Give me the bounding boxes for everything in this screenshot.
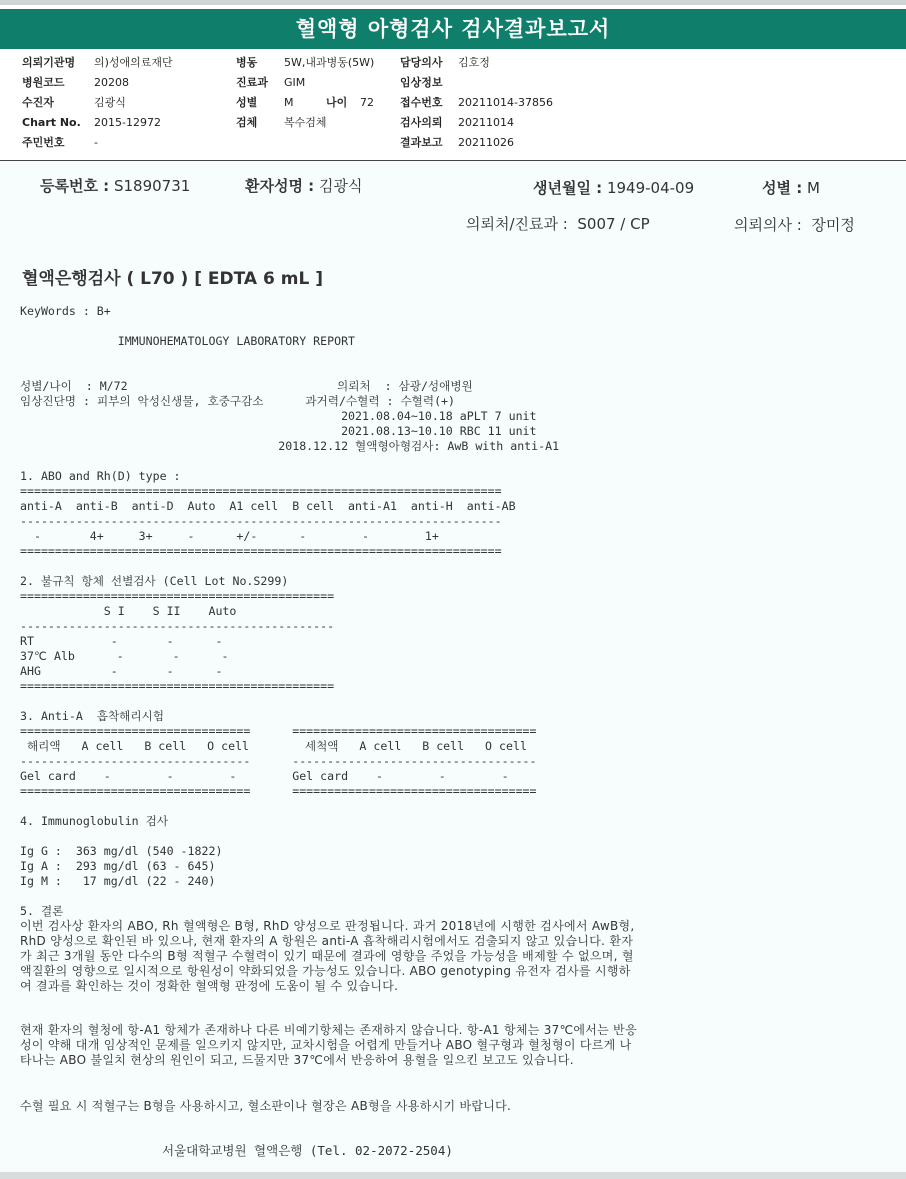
report-line: ===================================================================== — [20, 484, 502, 498]
report-line: 4. Immunoglobulin 검사 — [20, 814, 169, 828]
report-line: 1. ABO and Rh(D) type : — [20, 469, 181, 483]
report-line — [20, 349, 559, 364]
value: M — [284, 96, 294, 109]
test-title: 혈액은행검사 ( L70 ) [ EDTA 6 mL ] — [22, 269, 323, 289]
value: 1949-04-09 — [606, 179, 695, 197]
report-line: AHG - - - — [20, 664, 223, 678]
value: M — [806, 179, 820, 197]
value: 장미정 — [811, 216, 855, 234]
report-line: 2021.08.04~10.18 aPLT 7 unit — [20, 409, 537, 423]
value: - — [94, 136, 98, 149]
report-line: S I S II Auto — [20, 604, 237, 618]
footer-contact: 서울대학교병원 혈액은행 (Tel. 02-2072-2504) — [162, 1143, 453, 1158]
report-line: 해리액 A cell B cell O cell 세척액 A cell B cell O cell — [20, 739, 527, 753]
label: 검사의뢰 — [400, 116, 443, 129]
report-line: anti-A anti-B anti-D Auto A1 cell B cell anti-A1 anti-H anti-AB — [20, 499, 516, 513]
value: 김광식 — [94, 96, 126, 109]
report-line — [20, 319, 559, 334]
value: 5W,내과병동(5W) — [284, 56, 375, 69]
report-line: 3. Anti-A 흡착해리시험 — [20, 709, 164, 723]
report-line — [20, 829, 559, 844]
date-of-birth — [533, 177, 694, 198]
label: 접수번호 — [400, 96, 443, 109]
value: 2015-12972 — [94, 116, 161, 129]
label: 결과보고 — [400, 136, 443, 149]
label: 병원코드 — [22, 76, 65, 89]
label: 수진자 — [22, 96, 54, 109]
value: 20211014-37856 — [458, 96, 553, 109]
requesting-department — [466, 213, 650, 234]
requesting-doctor — [734, 214, 855, 235]
label: 성별 — [236, 96, 258, 109]
header-col3 — [400, 56, 553, 150]
report-line — [20, 454, 559, 469]
report-line: ===================================================================== — [20, 544, 502, 558]
report-line: IMMUNOHEMATOLOGY LABORATORY REPORT — [20, 334, 356, 348]
report-line — [20, 799, 559, 814]
report-line: ============================================= — [20, 679, 335, 693]
report-line: 37℃ Alb - - - — [20, 649, 229, 663]
conclusion-paragraph-3: 수혈 필요 시 적혈구는 B형을 사용하시고, 혈소판이나 혈장은 AB형을 사용하시기 바랍니다. — [20, 1099, 512, 1113]
report-line: RT - - - — [20, 634, 223, 648]
label: 의뢰처/진료과 : — [466, 215, 568, 233]
report-line: ================================= =================================== — [20, 784, 537, 798]
report-line: 성별/나이 : M/72 의뢰처 : 삼광/성애병원 — [20, 379, 473, 393]
report-line: 임상진단명 : 피부의 악성신생물, 호중구감소 과거력/수혈력 : 수혈력(+) — [20, 394, 456, 408]
label: 임상정보 — [400, 76, 443, 89]
conclusion-paragraph-2: 현재 환자의 혈청에 항-A1 항체가 존재하나 다른 비예기항체는 존재하지 않습니다. 항-A1 항체는 37℃에서는 반응성이 약해 대개 임상적인 문제를 일으키지 않지만, 교차시험을 어렵게 만들거나 ABO 혈구형과 혈청형이 다르게 나타나는 ABO 불일치 현상의 원인이 되고, 드물지만 37℃에서 반응하여 용혈을 일으킨 보고도 있습니다. — [20, 1023, 637, 1067]
report-line: --------------------------------- ----------------------------------- — [20, 754, 537, 768]
label: 성별 : — [762, 179, 803, 197]
value: S007 / CP — [577, 215, 650, 233]
report-line — [20, 559, 559, 574]
label: 진료과 — [236, 76, 268, 89]
report-line: Gel card - - - Gel card - - - — [20, 769, 509, 783]
report-line: Ig A : 293 mg/dl (63 - 645) — [20, 859, 216, 873]
report-title-banner: 혈액형 아형검사 검사결과보고서 — [0, 9, 906, 49]
value: 20211026 — [458, 136, 514, 149]
value: 김광식 — [318, 177, 363, 195]
label: 의뢰기관명 — [22, 56, 76, 69]
label: 생년월일 : — [533, 179, 603, 197]
patient-name — [245, 175, 362, 196]
report-line: Ig G : 363 mg/dl (540 -1822) — [20, 844, 223, 858]
report-line — [20, 694, 559, 709]
label: 의뢰의사 : — [734, 216, 802, 234]
bottom-border — [0, 1172, 906, 1179]
value: 김호정 — [458, 56, 490, 69]
report-line: --------------------------------------------- — [20, 619, 335, 633]
report-line: --------------------------------------------------------------------- — [20, 514, 502, 528]
lab-report-text — [20, 304, 559, 919]
age-label: 나이 — [326, 96, 348, 109]
label: Chart No. — [22, 116, 81, 129]
report-line: 2018.12.12 혈액형아형검사: AwB with anti-A1 — [20, 439, 560, 453]
value: GIM — [284, 76, 306, 89]
label: 검체 — [236, 116, 258, 129]
report-line: 5. 결론 — [20, 904, 64, 918]
report-line — [20, 889, 559, 904]
report-line: 2021.08.13~10.10 RBC 11 unit — [20, 424, 537, 438]
label: 병동 — [236, 56, 258, 69]
value: 20211014 — [458, 116, 514, 129]
top-border — [0, 0, 906, 5]
conclusion-paragraph-1: 이번 검사상 환자의 ABO, Rh 혈액형은 B형, RhD 양성으로 판정됩니다. 과거 2018년에 시행한 검사에서 AwB형, RhD 양성으로 확인된 바 있으나, 현재 환자의 A 항원은 anti-A 흡착해리시험에서도 검출되지 않고 있습니다. 환자가 최근 3개월 동안 다수의 B형 적혈구 수혈력이 있기 때문에 결과에 영향을 주었을 가능성을 배제할 수 없으며, 혈액질환의 영향으로 일시적으로 항원성이 약화되었을 가능성도 있습니다. ABO genotyping 유전자 검사를 시행하여 결과를 확인하는 것이 정확한 혈액형 판정에 도움이 될 수 있습니다. — [20, 919, 635, 993]
report-line: ============================================= — [20, 589, 335, 603]
report-line: ================================= =================================== — [20, 724, 537, 738]
report-line — [20, 364, 559, 379]
registration-number — [40, 175, 190, 196]
report-line: KeyWords : B+ — [20, 304, 111, 318]
header-col2 — [236, 56, 374, 130]
report-line: 2. 불규칙 항체 선별검사 (Cell Lot No.S299) — [20, 574, 289, 588]
header-col1 — [22, 56, 173, 150]
label: 환자성명 : — [245, 177, 315, 195]
value: 20208 — [94, 76, 129, 89]
value: S1890731 — [113, 177, 191, 195]
value: 의)성애의료재단 — [94, 56, 173, 69]
label: 등록번호 : — [40, 177, 110, 195]
report-line: Ig M : 17 mg/dl (22 - 240) — [20, 874, 216, 888]
patient-sex — [762, 177, 820, 198]
value: 복수검체 — [284, 116, 327, 129]
label: 주민번호 — [22, 136, 65, 149]
label: 담당의사 — [400, 56, 443, 69]
report-line: - 4+ 3+ - +/- - - 1+ — [20, 529, 439, 543]
age-value: 72 — [360, 96, 374, 109]
